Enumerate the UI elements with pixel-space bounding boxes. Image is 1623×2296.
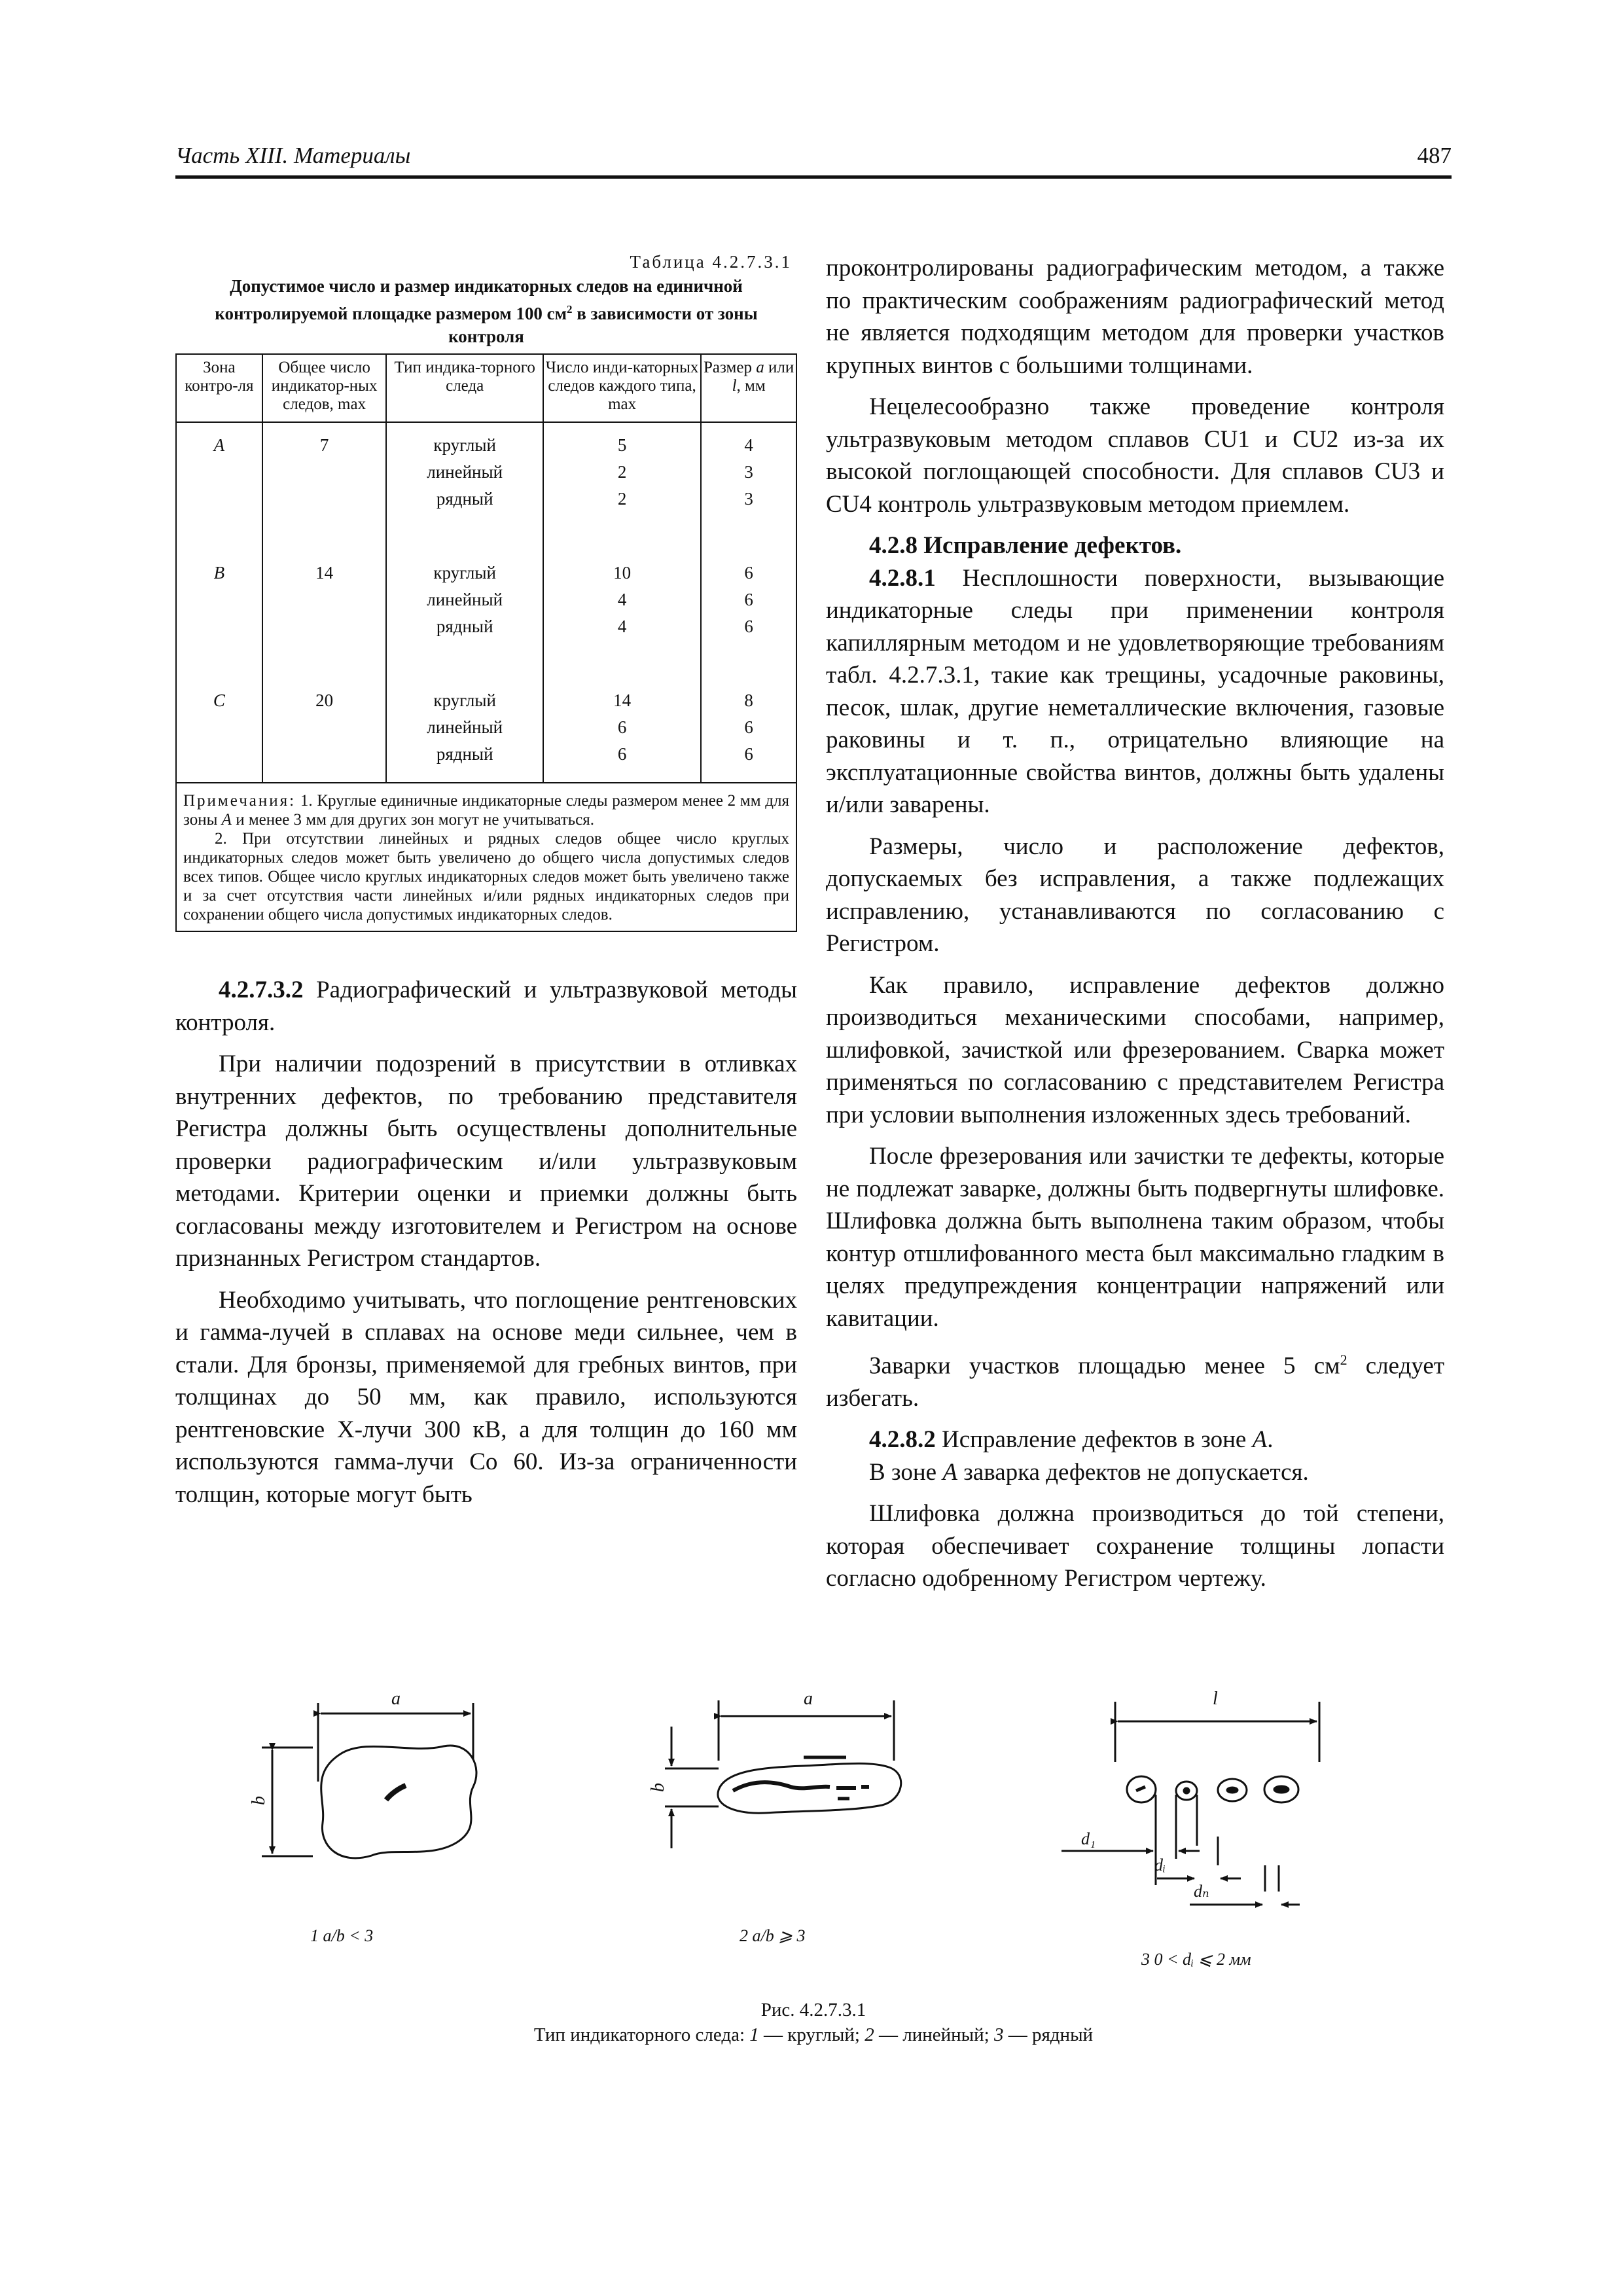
dim-a-label: a (391, 1689, 401, 1709)
paragraph: После фрезерования или зачистки те дефекты, которые не подлежат заварке, должны быть подвергнуты шлифовке. Шлифовка должна быть выполнена таким образом, чтобы контур отшлифованного места был максимально гладким в целях предупреждения концентрации напряжений или кавитации. (826, 1143, 1444, 1332)
punct: . (1267, 1426, 1274, 1454)
size-A-2: 3 (744, 462, 753, 482)
section-number: 4.2.7.3.2 (219, 977, 304, 1003)
size-l: l (732, 377, 737, 395)
notes-label: Примечания: (183, 792, 296, 810)
figure-legend (175, 2022, 1452, 2047)
paragraph-4-2-8-2 (826, 1424, 1444, 1456)
caption-text-end: в зависимости от зоны контроля (448, 304, 758, 346)
type-A-2: линейный (427, 462, 503, 482)
superscript: 2 (1340, 1352, 1347, 1368)
size-a: a (756, 359, 764, 376)
size-B-2: 6 (744, 590, 753, 609)
zone-letter: A (942, 1458, 957, 1486)
count-cell (543, 422, 701, 783)
linear-trace-diagram (648, 1689, 901, 1945)
size-cell (701, 422, 796, 783)
legend-text: — линейный; (874, 2024, 994, 2045)
dim-b-label: b (249, 1796, 269, 1805)
paragraph: Размеры, число и расположение дефектов, допускаемых без исправления, а также подлежащих исправлению, устанавливаются по согласованию с Регистром. (826, 833, 1444, 957)
running-title: Часть XIII. Материалы (175, 143, 411, 168)
zone-A: A (213, 435, 225, 455)
count-B-1: 10 (613, 563, 632, 583)
count-A-3: 2 (617, 489, 627, 509)
paragraph: Шлифовка должна производиться до той степени, которая обеспечивает сохранение толщины лопасти согласно одобренному Регистром чертежу. (826, 1500, 1444, 1592)
legend-text: — рядный (1003, 2024, 1094, 2045)
zone-letter: A (1252, 1426, 1268, 1454)
table-caption (179, 275, 793, 348)
size-text: Размер (704, 359, 757, 376)
linear-trace-defect (733, 1782, 830, 1791)
paragraph: При наличии подозрений в присутствии в отливках внутренних дефектов, по требованию представителя Регистра должны быть осуществлены дополнительные проверки радиографическим и/или ультразвуковым методами. Критерии оценки и приемки должны быть согласованы между изготовителем и Регистром на основе признанных Регистром стандартов. (175, 1050, 797, 1272)
total-B: 14 (315, 563, 334, 583)
type-A-3: рядный (436, 489, 493, 509)
section-number: 4.2.8.1 (869, 564, 936, 592)
page-header (175, 143, 1452, 177)
count-C-2: 6 (617, 717, 627, 737)
dim-dn-label: dₙ (1194, 1882, 1209, 1901)
dim-d1-label: d₁ (1081, 1829, 1096, 1848)
paragraph (826, 1456, 1444, 1489)
paragraph-text: Несплошности поверхности, вызывающие индикаторные следы при применении контроля капиллярным методом и не удовлетворяющие требованиям табл. 4.2.7.3.1, такие как трещины, усадочные раковины, песок, шлак, другие неметаллические включения, газовые раковины и т. п., отрицательно влияющие на эксплуатационные свойства винтов, должны быть удалены и/или заварены. (826, 564, 1444, 818)
legend-text: Тип индикаторного следа: (533, 2024, 750, 2045)
paragraph: Нецелесообразно также проведение контроля ультразвуковым методом сплавов CU1 и CU2 из-за их высокой поглощающей способности. Для сплавов CU3 и CU4 контроль ультразвуковым методом приемлем. (826, 393, 1444, 518)
note-1 (183, 791, 789, 829)
note-1-text: 1. Круглые единичные индикаторные следы размером менее 2 мм для зоны (183, 792, 789, 829)
zone-B: B (213, 563, 225, 583)
row-trace-spot-core (1227, 1787, 1238, 1793)
legend-num: 1 (749, 2024, 759, 2045)
size-A-3: 3 (744, 489, 753, 509)
table-header-row (176, 354, 796, 422)
size-C-1: 8 (744, 691, 753, 710)
total-cell (262, 422, 387, 783)
total-C: 20 (315, 691, 334, 710)
total-A: 7 (319, 435, 329, 455)
dim-l-label: l (1213, 1689, 1218, 1709)
legend-num: 2 (865, 2024, 874, 2045)
size-A-1: 4 (744, 435, 753, 455)
zone-cell (176, 422, 262, 783)
figure-1-label: 1 a/b < 3 (310, 1926, 374, 1945)
paragraph-text-end: следует избегать. (826, 1352, 1445, 1412)
type-B-2: линейный (427, 590, 503, 609)
size-B-3: 6 (744, 617, 753, 636)
size-mid: или (764, 359, 794, 376)
size-unit: , мм (736, 377, 766, 395)
figure-number: Рис. 4.2.7.3.1 (760, 2000, 866, 2020)
left-column (175, 252, 797, 1511)
type-B-3: рядный (436, 617, 493, 636)
header-zone: Зона контро-ля (176, 354, 262, 422)
count-A-1: 5 (617, 435, 627, 455)
paragraph-4-2-8-1 (826, 562, 1444, 821)
header-total: Общее число индикатор-ных следов, max (262, 354, 387, 422)
count-C-3: 6 (617, 744, 627, 764)
paragraph-4-2-7-3-2 (175, 974, 797, 1039)
figure-3-label: 3 0 < dᵢ ⩽ 2 мм (1141, 1950, 1251, 1969)
paragraph-text-end: заварка дефектов не допускается. (957, 1458, 1309, 1486)
type-B-1: круглый (433, 563, 496, 583)
type-C-1: круглый (433, 691, 496, 710)
paragraph: проконтролированы радиографическим методом, а также по практическим соображениям радиографический метод не является подходящим методом для проверки участков крупных винтов с большими толщинами. (826, 255, 1444, 379)
paragraph-text: Заварки участков площадью менее 5 см (869, 1352, 1340, 1380)
header-count: Число инди-каторных следов каждого типа, max (543, 354, 701, 422)
right-column (826, 252, 1444, 1595)
type-cell (386, 422, 543, 783)
note-2: 2. При отсутствии линейных и рядных следов общее число круглых индикаторных следов может быть увеличено до общего числа допустимых следов всех типов. Общее число круглых индикаторных следов может быть увеличено также и за счет отсутствия части линейных и/или рядных индикаторных следов при сохранении общего числа допустимых индикаторных следов. (183, 830, 789, 924)
header-rule (175, 175, 1452, 179)
note-1-zone: A (221, 811, 232, 829)
section-number: 4.2.8.2 (869, 1426, 936, 1454)
legend-num: 3 (993, 2024, 1004, 2045)
dim-a-label: a (804, 1689, 813, 1709)
size-C-3: 6 (744, 744, 753, 764)
dim-b-label: b (648, 1783, 668, 1792)
paragraph-text: В зоне (869, 1458, 943, 1486)
table-label: Таблица 4.2.7.3.1 (630, 252, 792, 272)
round-trace-defect (386, 1785, 406, 1800)
count-A-2: 2 (617, 462, 627, 482)
page-number: 487 (1417, 143, 1452, 168)
figure-2-label: 2 a/b ⩾ 3 (740, 1926, 806, 1945)
type-C-3: рядный (436, 744, 493, 764)
paragraph-text: Исправление дефектов в зоне (935, 1426, 1253, 1454)
row-trace-spot-core (1274, 1786, 1289, 1793)
round-trace-outline (321, 1746, 476, 1858)
section-title: Радиографический и ультразвуковой методы контроля. (175, 977, 797, 1036)
zone-C: C (213, 691, 225, 710)
count-B-3: 4 (617, 617, 627, 636)
legend-text: — круглый; (758, 2024, 865, 2045)
table-notes-row (176, 783, 796, 931)
defects-table (175, 353, 797, 932)
round-trace-diagram (249, 1689, 476, 1945)
table-notes (176, 783, 796, 931)
count-B-2: 4 (617, 590, 627, 609)
paragraph: Как правило, исправление дефектов должно производиться механическими способами, например, шлифовкой, зачисткой или фрезерованием. Сварка может применяться по согласованию с представителем Регистра при условии выполнения изложенных здесь требований. (826, 971, 1444, 1128)
caption-text: Допустимое число и размер индикаторных следов на единичной контролируемой площадке размером 100 см (215, 276, 743, 323)
header-type: Тип индика-торного следа (386, 354, 543, 422)
row-trace-spot-core (1136, 1787, 1145, 1791)
type-C-2: линейный (427, 717, 503, 737)
row-trace-spot-core (1184, 1788, 1189, 1793)
note-1-text-end: и менее 3 мм для других зон могут не учитываться. (231, 811, 595, 829)
row-trace-diagram (1061, 1689, 1319, 1969)
size-C-2: 6 (744, 717, 753, 737)
header-size (701, 354, 796, 422)
section-heading-4-2-8: 4.2.8 Исправление дефектов. (869, 532, 1182, 559)
dim-di-label: dᵢ (1154, 1856, 1166, 1874)
figure-caption (175, 1998, 1452, 2047)
paragraph: Необходимо учитывать, что поглощение рентгеновских и гамма-лучей в сплавах на основе меди сильнее, чем в стали. Для бронзы, применяемой для гребных винтов, при толщинах до 50 мм, как правило, используются рентгеновские Х-лучи 300 кВ, а для толщин до 160 мм используются гамма-лучи Co 60. Из-за ограниченности толщин, которые могут быть (175, 1286, 797, 1508)
paragraph (826, 1344, 1444, 1414)
table-body-row (176, 422, 796, 783)
type-A-1: круглый (433, 435, 496, 455)
size-B-1: 6 (744, 563, 753, 583)
count-C-1: 14 (613, 691, 632, 710)
caption-sup: 2 (567, 303, 573, 315)
